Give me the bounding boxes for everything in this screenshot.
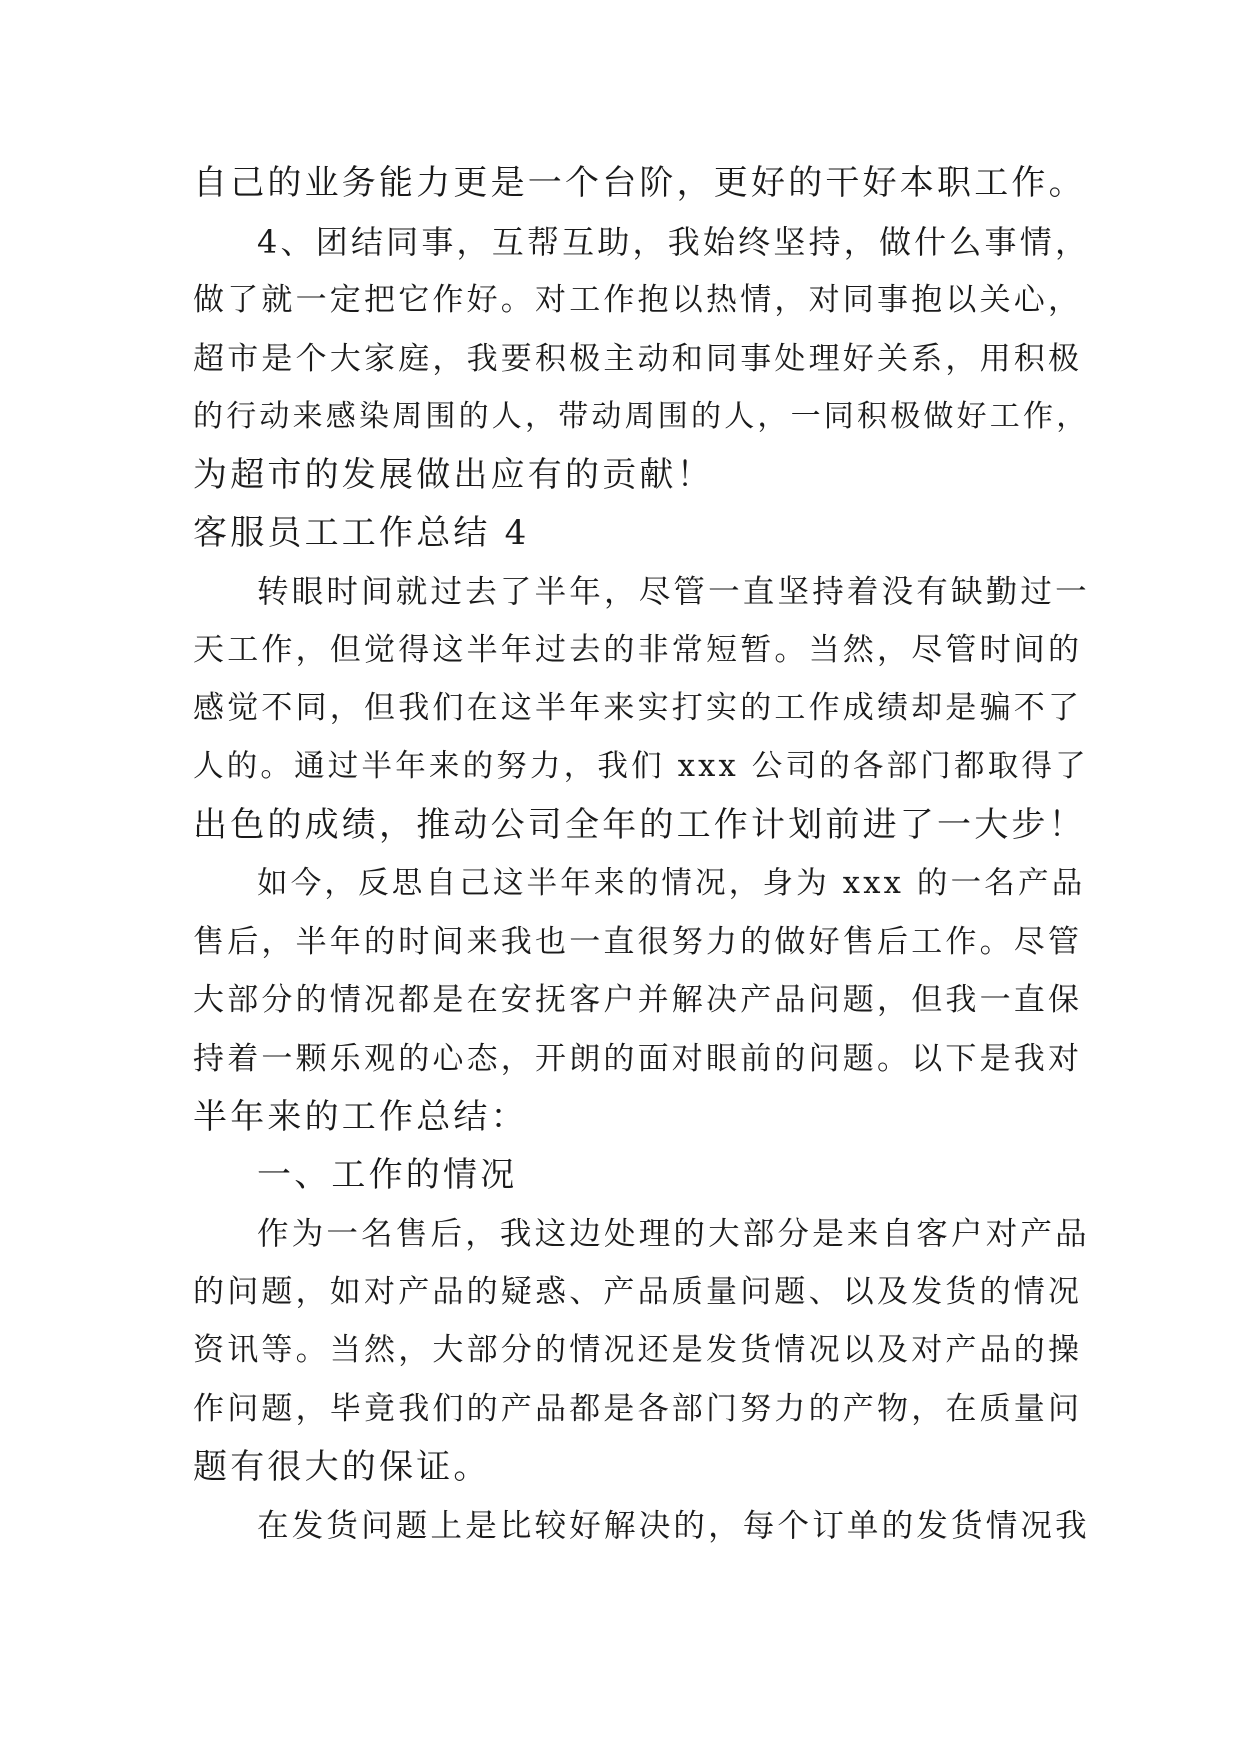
paragraph-line: 为超市的发展做出应有的贡献！ <box>193 455 714 495</box>
paragraph-line: 作为一名售后，我这边处理的大部分是来自客户对产品 <box>257 1216 1090 1252</box>
paragraph-line: 在发货问题上是比较好解决的，每个订单的发货情况我 <box>257 1508 1090 1544</box>
paragraph-line: 如今，反思自己这半年来的情况，身为 xxx 的一名产品 <box>257 866 1086 901</box>
paragraph-line: 半年来的工作总结： <box>193 1097 528 1137</box>
paragraph-line: 持着一颗乐观的心态，开朗的面对眼前的问题。以下是我对 <box>193 1041 1083 1077</box>
paragraph-line: 作问题，毕竟我们的产品都是各部门努力的产物，在质量问 <box>193 1391 1083 1427</box>
paragraph-line: 感觉不同，但我们在这半年来实打实的工作成绩却是骗不了 <box>193 690 1083 726</box>
paragraph-line: 的问题，如对产品的疑惑、产品质量问题、以及发货的情况 <box>193 1274 1083 1310</box>
list-item-4-line: 4、团结同事，互帮互助，我始终坚持，做什么事情， <box>257 223 1091 261</box>
paragraph-line: 资讯等。当然，大部分的情况还是发货情况以及对产品的操 <box>193 1332 1083 1368</box>
paragraph-line: 天工作，但觉得这半年过去的非常短暂。当然，尽管时间的 <box>193 632 1083 668</box>
paragraph-line: 的行动来感染周围的人，带动周围的人，一同积极做好工作， <box>193 399 1090 434</box>
paragraph-line: 大部分的情况都是在安抚客户并解决产品问题，但我一直保 <box>193 982 1083 1018</box>
paragraph-line: 题有很大的保证。 <box>193 1447 491 1487</box>
paragraph-line: 转眼时间就过去了半年，尽管一直坚持着没有缺勤过一 <box>257 574 1090 610</box>
subsection-heading: 一、工作的情况 <box>257 1155 518 1195</box>
paragraph-line: 售后，半年的时间来我也一直很努力的做好售后工作。尽管 <box>193 924 1083 960</box>
paragraph-line: 做了就一定把它作好。对工作抱以热情，对同事抱以关心， <box>193 282 1083 318</box>
paragraph-line: 人的。通过半年来的努力，我们 xxx 公司的各部门都取得了 <box>193 749 1089 784</box>
section-heading: 客服员工工作总结 4 <box>193 513 530 553</box>
paragraph-line: 超市是个大家庭，我要积极主动和同事处理好关系，用积极 <box>193 341 1083 377</box>
paragraph-line: 自己的业务能力更是一个台阶，更好的干好本职工作。 <box>193 163 1086 203</box>
paragraph-line: 出色的成绩，推动公司全年的工作计划前进了一大步！ <box>193 805 1086 845</box>
